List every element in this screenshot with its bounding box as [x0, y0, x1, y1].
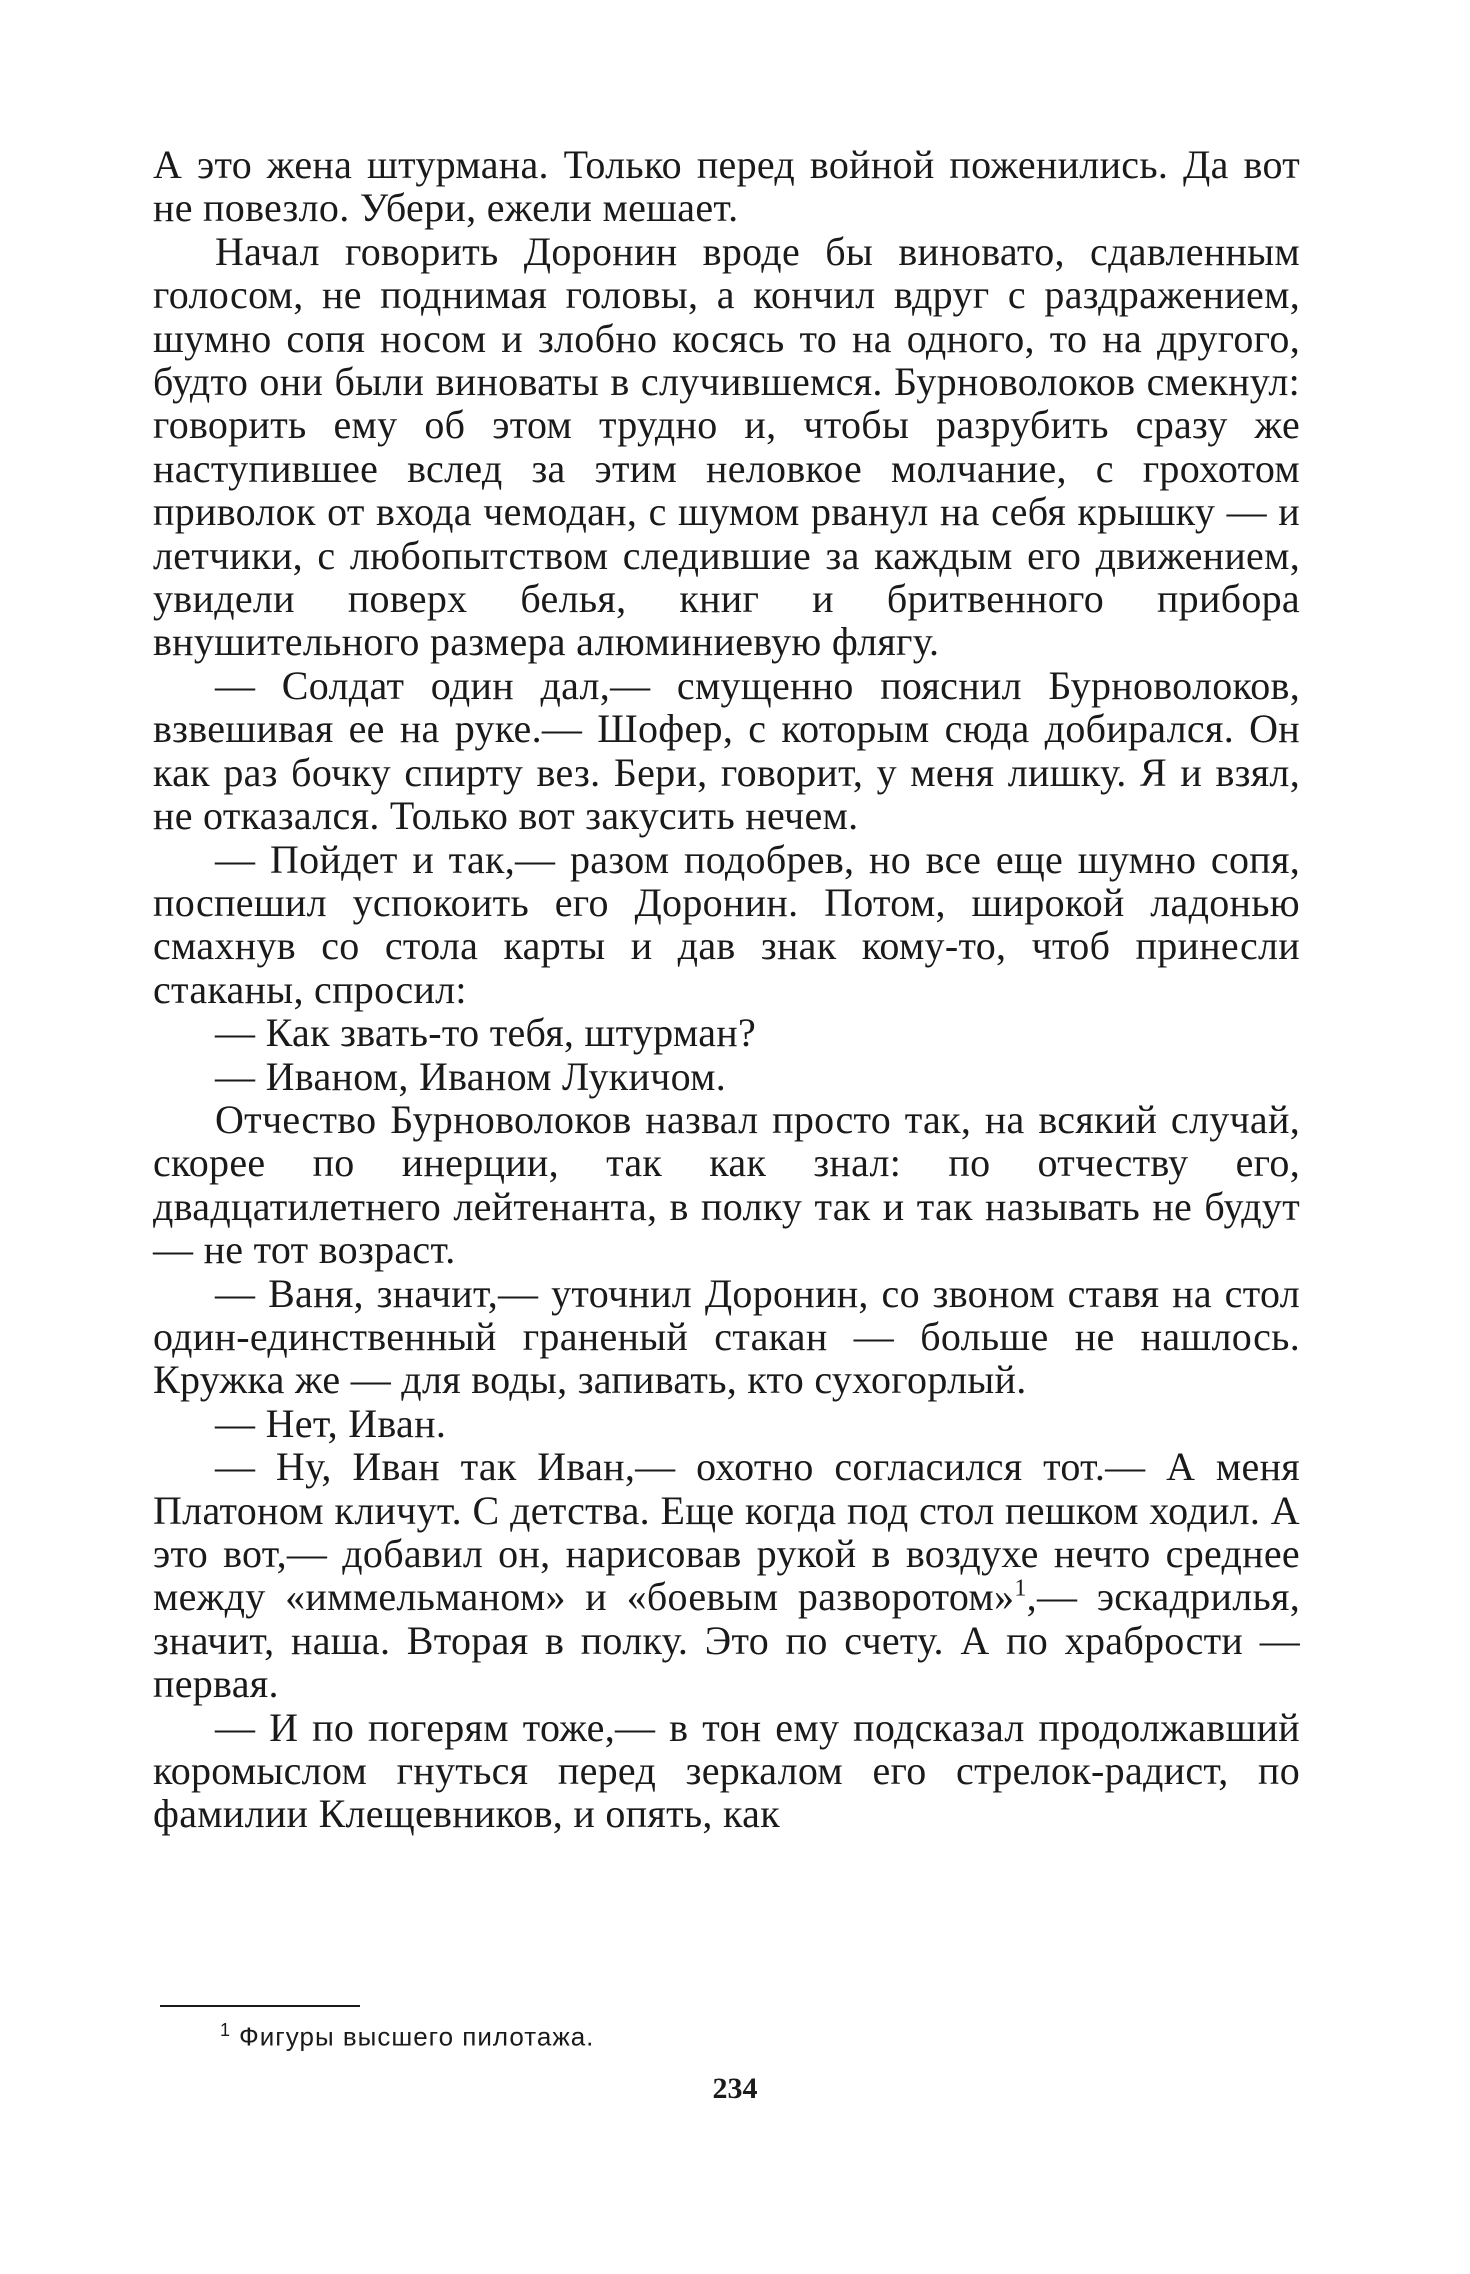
paragraph-1: А это жена штурмана. Только перед войной поженились. Да вот не повезло. Убери, ежели мешает. [153, 142, 1300, 231]
paragraph-7: Отчество Бурноволоков назвал просто так, на всякий случай, скорее по инерции, так как знал: по отчеству его, двадцатилетнего лейтенанта, в полку так и так называть не будут — не тот возраст. [153, 1096, 1300, 1273]
footnote [220, 2020, 594, 2053]
paragraph-8: — Ваня, значит,— уточнил Доронин, со звоном ставя на стол один-единственный граненый стакан — больше не нашлось. Кружка же — для воды, запивать, кто сухогорлый. [153, 1270, 1300, 1403]
paragraph-9: — Нет, Иван. [215, 1400, 447, 1446]
paragraph-11: — И по погерям тоже,— в тон ему подсказал продолжавший коромыслом гнуться перед зеркалом его стрелок-радист, по фамилии Клещевников, и опять, как [153, 1704, 1300, 1837]
paragraph-2: Начал говорить Доронин вроде бы виновато, сдавленным голосом, не поднимая головы, а кончил вдруг с раздражением, шумно сопя носом и злобно косясь то на одного, то на другого, будто они были виноваты в случившемся. Бурноволоков смекнул: говорить ему об этом трудно и, чтобы разрубить сразу же наступившее вслед за этим неловкое молчание, с грохотом приволок от входа чемодан, с шумом рванул на себя крышку — и летчики, с любопытством следившие за каждым его движением, увидели поверх белья, книг и бритвенного прибора внушительного размера алюминиевую флягу. [153, 228, 1300, 665]
paragraph-10 [153, 1445, 1300, 1705]
page-text [153, 143, 1300, 1836]
footnote-reference: 1 [1014, 1576, 1027, 1603]
paragraph-4: — Пойдет и так,— разом подобрев, но все еще шумно сопя, поспешил успокоить его Доронин. Потом, широкой ладонью смахнув со стола карты и дав знак кому-то, чтоб принесли стаканы, спросил: [153, 836, 1300, 1012]
footnote-text: Фигуры высшего пилотажа. [239, 2021, 595, 2052]
paragraph-6: — Иваном, Иваном Лукичом. [215, 1053, 727, 1099]
paragraph-10-text-a: — Ну, Иван так Иван,— охотно согласился тот.— А меня Платоном кличут. С детства. Еще когда под стол пешком ходил. А это вот,— добавил он, нарисовав рукой в воздухе нечто среднее между «иммельманом» и «боевым разворотом» [153, 1444, 1300, 1620]
paragraph-5: — Как звать-то тебя, штурман? [215, 1010, 757, 1056]
page-number: 234 [712, 2072, 758, 2105]
paragraph-10-text-b: ,— эскадрилья, значит, наша. Вторая в полку. Это по счету. А по храбрости — первая. [153, 1574, 1300, 1707]
footnote-number: 1 [220, 2020, 232, 2040]
footnote-divider [160, 2005, 360, 2007]
paragraph-3: — Солдат один дал,— смущенно пояснил Бурноволоков, взвешивая ее на руке.— Шофер, с которым сюда добирался. Он как раз бочку спирту вез. Бери, говорит, у меня лишку. Я и взял, не отказался. Только вот закусить нечем. [153, 662, 1300, 839]
